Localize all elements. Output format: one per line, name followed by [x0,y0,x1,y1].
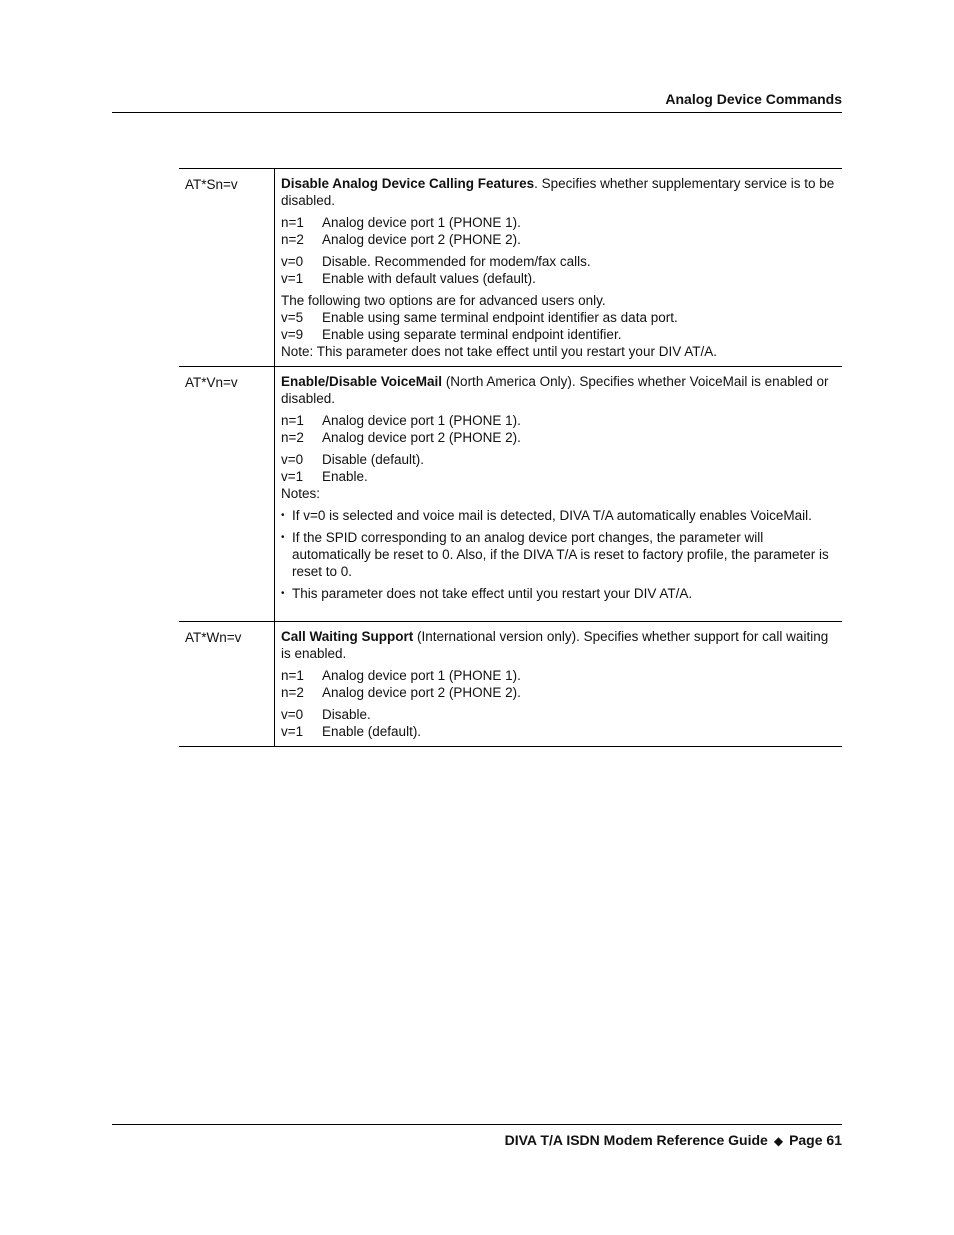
command-summary [281,175,836,209]
option-key: n=1 [281,413,304,428]
bullet-icon: • [281,510,285,521]
option-row [281,309,836,326]
n-options [281,412,836,446]
command-description [275,622,842,746]
list-item [281,507,836,524]
option-key: n=1 [281,668,304,683]
list-item-text: This parameter does not take effect until you restart your DIV AT/A. [292,586,693,601]
option-value: Analog device port 1 (PHONE 1). [322,668,521,683]
command-name: AT*Sn=v [179,169,275,366]
option-row [281,429,836,446]
option-value: Enable using separate terminal endpoint identifier. [322,327,622,342]
option-value: Disable. Recommended for modem/fax calls. [322,254,591,269]
advanced-options [281,292,836,343]
command-description [275,367,842,621]
n-options [281,214,836,248]
option-row [281,412,836,429]
bullet-icon: • [281,588,285,599]
table-row [179,367,842,622]
option-key: n=1 [281,215,304,230]
command-summary [281,373,836,407]
option-row [281,706,836,723]
option-key: v=0 [281,254,304,269]
option-value: Analog device port 1 (PHONE 1). [322,215,521,230]
option-key: v=1 [281,724,304,739]
command-title: Disable Analog Device Calling Features [281,176,535,191]
option-value: Analog device port 2 (PHONE 2). [322,685,521,700]
command-note: Note: This parameter does not take effect until you restart your DIV AT/A. [281,344,717,359]
option-row [281,451,836,468]
bullet-icon: • [281,532,285,543]
page-footer [505,1132,842,1148]
command-title: Enable/Disable VoiceMail [281,374,443,389]
option-key: n=2 [281,430,304,445]
option-row [281,723,836,740]
command-table [179,168,842,747]
option-key: v=0 [281,452,304,467]
advanced-intro: The following two options are for advanced users only. [281,293,606,308]
option-row [281,214,836,231]
option-value: Analog device port 2 (PHONE 2). [322,430,521,445]
list-item-text: If the SPID corresponding to an analog device port changes, the parameter will automatically be reset to 0. Also, if the DIVA T/A is reset to factory profile, the parameter is reset to 0. [292,530,829,579]
command-summary-text: (North America Only). Specifies whether VoiceMail is enabled or disabled. [281,374,829,406]
command-summary-text: (International version only). Specifies whether support for call waiting is enabled. [281,629,829,661]
v-options [281,253,836,287]
option-key: n=2 [281,685,304,700]
option-key: v=5 [281,310,304,325]
n-options [281,667,836,701]
diamond-icon: ◆ [773,1134,784,1148]
running-header: Analog Device Commands [665,91,842,107]
option-value: Enable using same terminal endpoint identifier as data port. [322,310,678,325]
command-summary-text: . Specifies whether supplementary service is to be disabled. [281,176,835,208]
option-row [281,684,836,701]
option-row [281,667,836,684]
page-number: Page 61 [789,1132,842,1148]
option-value: Enable (default). [322,724,422,739]
option-value: Analog device port 1 (PHONE 1). [322,413,521,428]
notes-label: Notes: [281,486,321,501]
notes-list [281,507,836,602]
list-item [281,529,836,580]
table-row [179,622,842,747]
footer-rule [112,1124,842,1125]
command-description [275,169,842,366]
option-key: n=2 [281,232,304,247]
option-row [281,270,836,287]
option-value: Enable with default values (default). [322,271,536,286]
list-item [281,585,836,602]
guide-title: DIVA T/A ISDN Modem Reference Guide [504,1132,768,1148]
option-value: Enable. [322,469,368,484]
option-key: v=0 [281,707,304,722]
option-row [281,253,836,270]
option-key: v=9 [281,327,304,342]
option-value: Analog device port 2 (PHONE 2). [322,232,521,247]
v-options [281,451,836,485]
option-key: v=1 [281,469,304,484]
command-title: Call Waiting Support [281,629,414,644]
command-name: AT*Wn=v [179,622,275,746]
option-value: Disable (default). [322,452,425,467]
list-item-text: If v=0 is selected and voice mail is detected, DIVA T/A automatically enables VoiceMail. [292,508,812,523]
command-summary [281,628,836,662]
option-row [281,468,836,485]
option-value: Disable. [322,707,371,722]
option-row [281,326,836,343]
header-rule [112,112,842,113]
option-row [281,231,836,248]
v-options [281,706,836,740]
table-row [179,169,842,367]
command-name: AT*Vn=v [179,367,275,621]
option-key: v=1 [281,271,304,286]
